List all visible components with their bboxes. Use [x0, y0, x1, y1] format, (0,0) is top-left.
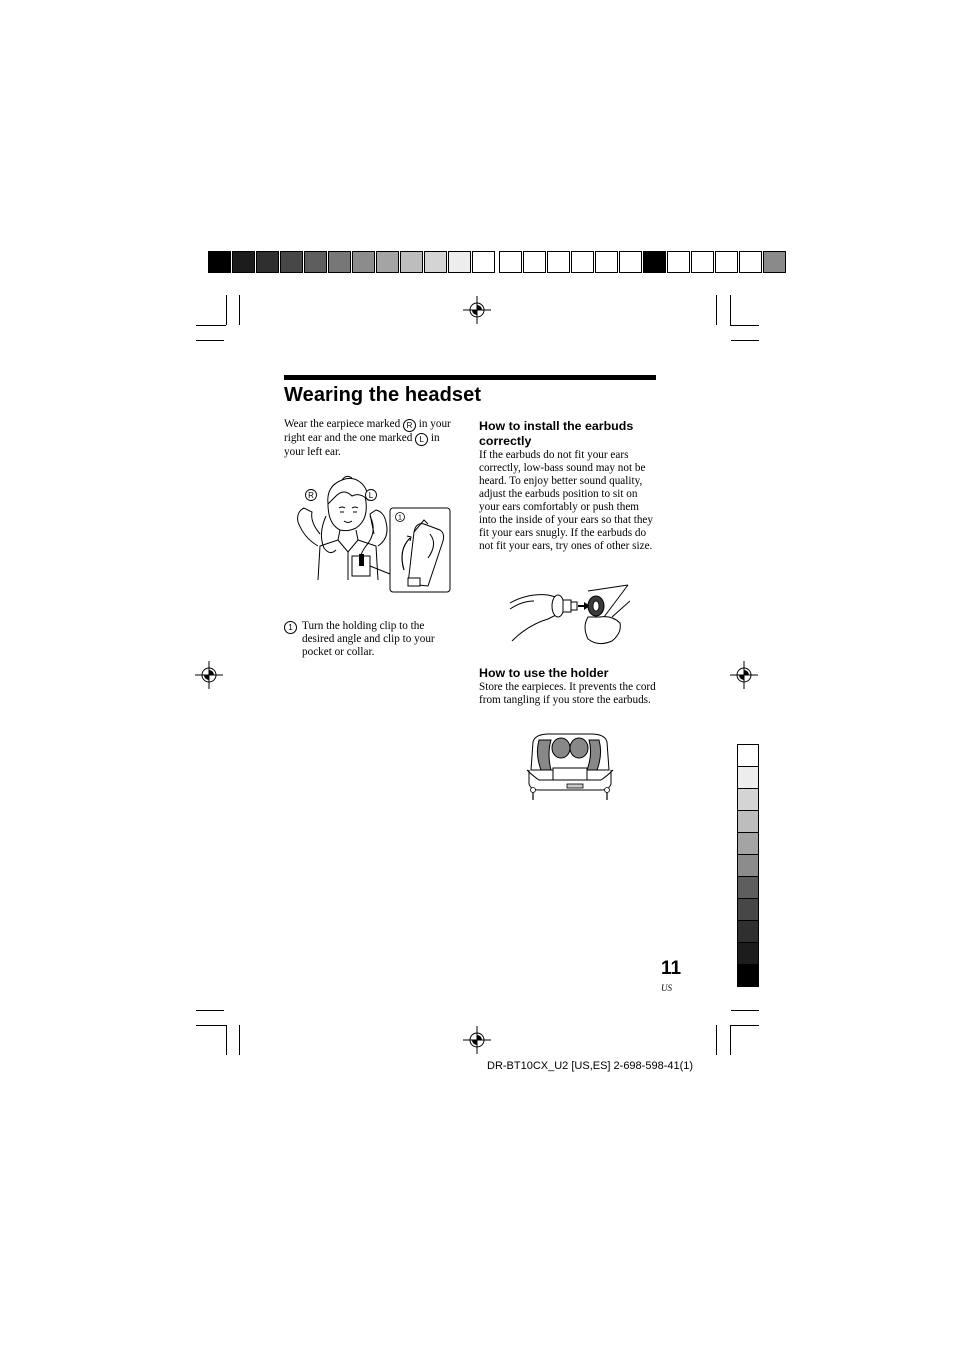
color-swatch: [304, 251, 327, 273]
install-heading: How to install the earbuds correctly: [479, 419, 634, 448]
crop-mark: [239, 1025, 240, 1055]
crop-mark: [196, 340, 224, 341]
color-swatch: [667, 251, 690, 273]
title-rule: [284, 375, 656, 380]
step-1: [284, 620, 452, 659]
holder-heading: How to use the holder: [479, 666, 609, 680]
install-section: [479, 419, 659, 553]
color-swatch: [715, 251, 738, 273]
color-swatch: [424, 251, 447, 273]
earbud-install-illustration: [508, 583, 630, 649]
crop-mark: [196, 1025, 226, 1026]
color-swatch: [737, 810, 759, 832]
page-number: 11: [661, 958, 682, 979]
color-swatch: [595, 251, 618, 273]
page-region: US: [661, 983, 672, 993]
crop-mark: [730, 295, 731, 325]
intro-paragraph: [284, 418, 452, 459]
color-swatch: [499, 251, 522, 273]
crop-mark: [731, 340, 759, 341]
color-swatch: [737, 876, 759, 898]
color-swatch: [737, 964, 759, 987]
figure-label-r: R: [308, 491, 314, 500]
color-bar-right: [499, 251, 787, 273]
registration-mark-icon: [463, 296, 491, 324]
color-swatch: [256, 251, 279, 273]
crop-mark: [731, 1010, 759, 1011]
color-swatch: [737, 832, 759, 854]
crop-mark: [730, 1025, 759, 1026]
crop-mark: [730, 1025, 731, 1055]
color-swatch: [737, 744, 759, 766]
color-swatch: [571, 251, 594, 273]
color-swatch: [547, 251, 570, 273]
crop-mark: [196, 325, 226, 326]
color-swatch: [643, 251, 666, 273]
color-swatch: [523, 251, 546, 273]
step-number-icon: 1: [284, 621, 297, 634]
registration-mark-icon: [195, 661, 223, 689]
color-swatch: [328, 251, 351, 273]
mark-r-icon: R: [403, 419, 416, 432]
color-swatch: [737, 942, 759, 964]
color-swatch: [737, 788, 759, 810]
color-swatch: [737, 766, 759, 788]
color-swatch: [691, 251, 714, 273]
registration-mark-icon: [463, 1026, 491, 1054]
crop-mark: [226, 1025, 227, 1055]
footer-code: DR-BT10CX_U2 [US,ES] 2-698-598-41(1): [487, 1060, 694, 1072]
color-swatch: [472, 251, 495, 273]
figure-label-l: L: [368, 491, 374, 500]
crop-mark: [716, 1025, 717, 1055]
page-title: Wearing the headset: [284, 384, 482, 406]
color-swatch: [376, 251, 399, 273]
crop-mark: [196, 1010, 224, 1011]
color-swatch: [739, 251, 762, 273]
crop-mark: [730, 325, 759, 326]
color-swatch: [737, 854, 759, 876]
holder-section: [479, 666, 659, 707]
color-swatch: [737, 898, 759, 920]
crop-mark: [239, 295, 240, 325]
step-1-text: Turn the holding clip to the desired angle and clip to your pocket or collar.: [302, 620, 435, 658]
crop-mark: [226, 295, 227, 325]
color-bar-left: [208, 251, 496, 273]
color-swatch: [400, 251, 423, 273]
intro-text: in your right ear and the one marked: [284, 418, 451, 444]
holder-body: Store the earpieces. It prevents the cord from tangling if you store the earbuds.: [479, 681, 656, 706]
color-swatch: [208, 251, 231, 273]
color-swatch: [352, 251, 375, 273]
intro-text: Wear the earpiece marked: [284, 418, 403, 430]
crop-mark: [716, 295, 717, 325]
color-swatch: [232, 251, 255, 273]
wearing-headset-illustration: [290, 474, 454, 594]
color-swatch: [448, 251, 471, 273]
color-swatch: [763, 251, 786, 273]
color-swatch: [737, 920, 759, 942]
registration-mark-icon: [730, 661, 758, 689]
install-body: If the earbuds do not fit your ears correctly, low-bass sound may not be heard. To enjoy better sound quality, adjust the earbuds position to sit on your ears comfortably or push them into the inside of your ears so that they fit your ears snugly. If the earbuds do not fit your ears, try ones of other size.: [479, 449, 653, 552]
holder-illustration: [525, 732, 615, 804]
side-tone-strip: [737, 744, 759, 987]
figure-step-marker: 1: [398, 514, 402, 522]
color-swatch: [619, 251, 642, 273]
mark-l-icon: L: [415, 433, 428, 446]
intro-text: in your left ear.: [284, 432, 440, 458]
color-swatch: [280, 251, 303, 273]
